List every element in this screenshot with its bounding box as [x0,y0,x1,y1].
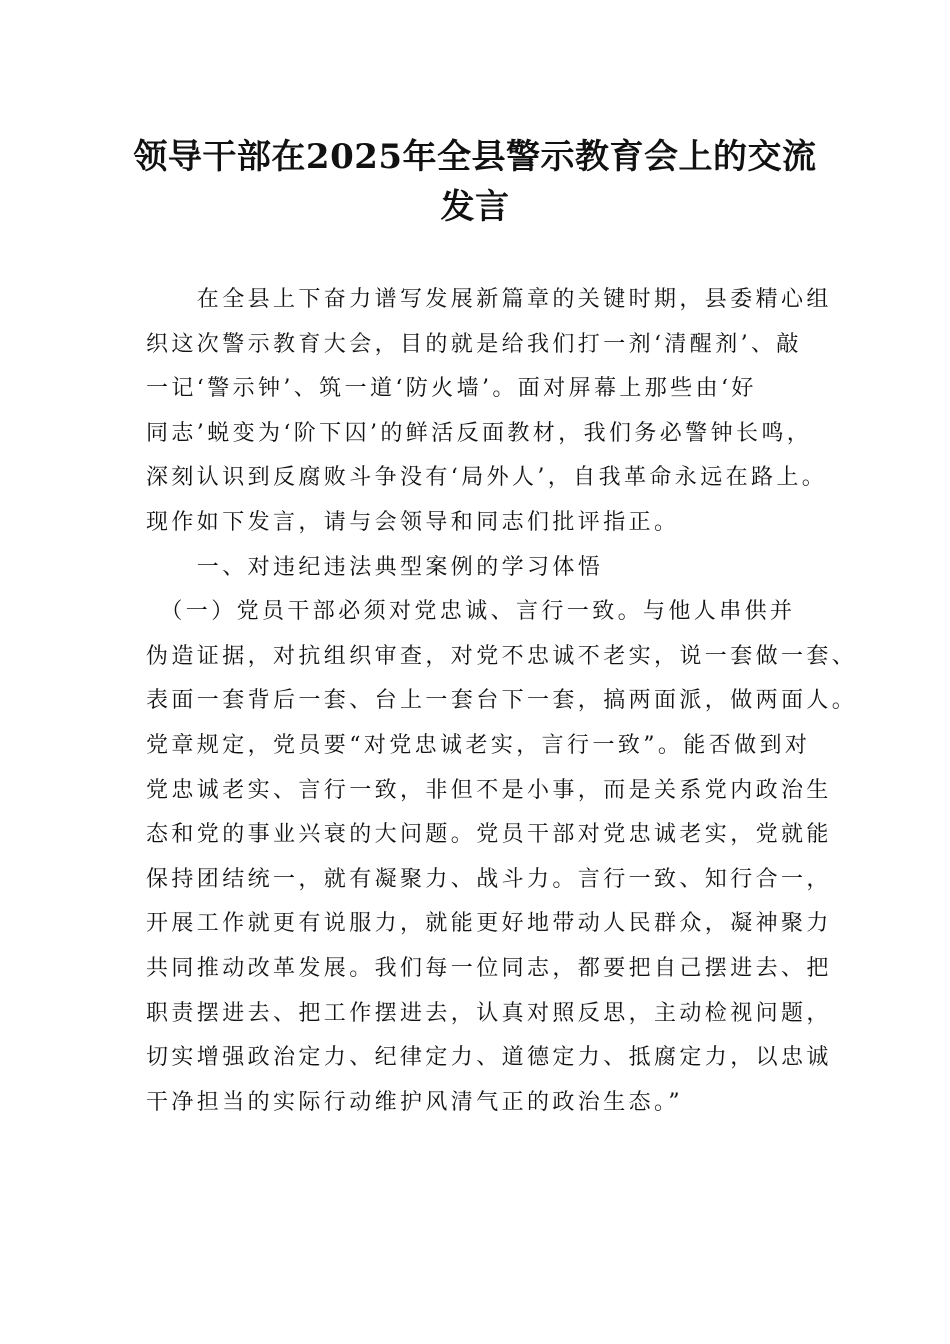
body-line: 深刻认识到反腐败斗争没有‘局外人’，自我革命永远在路上。 [146,465,828,491]
body-line: 开展工作就更有说服力，就能更好地带动人民群众，凝神聚力 [146,911,832,937]
body-line: 干净担当的实际行动维护风清气正的政治生态。” [146,1089,684,1115]
body-line: 同志’蜕变为‘阶下囚’的鲜活反面教材，我们务必警钟长鸣， [146,420,813,446]
body-line: 共同推动改革发展。我们每一位同志，都要把自己摆进去、把 [146,955,832,981]
document-body [146,278,858,1125]
body-line: 态和党的事业兴衰的大问题。党员干部对党忠诚老实，党就能 [146,822,832,848]
body-line: 一记‘警示钟’、筑一道‘防火墙’。面对屏幕上那些由‘好 [146,376,757,402]
body-line: 织这次警示教育大会，目的就是给我们打一剂‘清醒剂’、敲 [146,331,802,357]
subsection-first-line: （一）党员干部必须对党忠诚、言行一致。与他人串供并 [146,599,796,625]
body-line: 在全县上下奋力谱写发展新篇章的关键时期，县委精心组 [146,287,832,312]
document-title [100,132,850,232]
body-line: 伪造证据，对抗组织审查，对党不忠诚不老实，说一套做一套、 [146,643,858,669]
body-line: 表面一套背后一套、台上一套台下一套，搞两面派，做两面人。 [146,688,858,714]
title-line-2: 发言 [440,187,510,227]
section-heading: 一、对违纪违法典型案例的学习体悟 [146,554,604,580]
body-line: 职责摆进去、把工作摆进去，认真对照反思，主动检视问题， [146,1000,832,1026]
body-line: 党忠诚老实、言行一致，非但不是小事，而是关系党内政治生 [146,777,832,803]
body-line: 现作如下发言，请与会领导和同志们批评指正。 [146,509,680,535]
body-line: 保持团结统一，就有凝聚力、战斗力。言行一致、知行合一， [146,866,832,892]
title-line-1: 领导干部在2025年全县警示教育会上的交流 [133,137,817,177]
body-line: 党章规定，党员要“对党忠诚老实，言行一致”。能否做到对 [146,732,811,758]
body-line: 切实增强政治定力、纪律定力、道德定力、抵腐定力，以忠诚 [146,1045,832,1071]
